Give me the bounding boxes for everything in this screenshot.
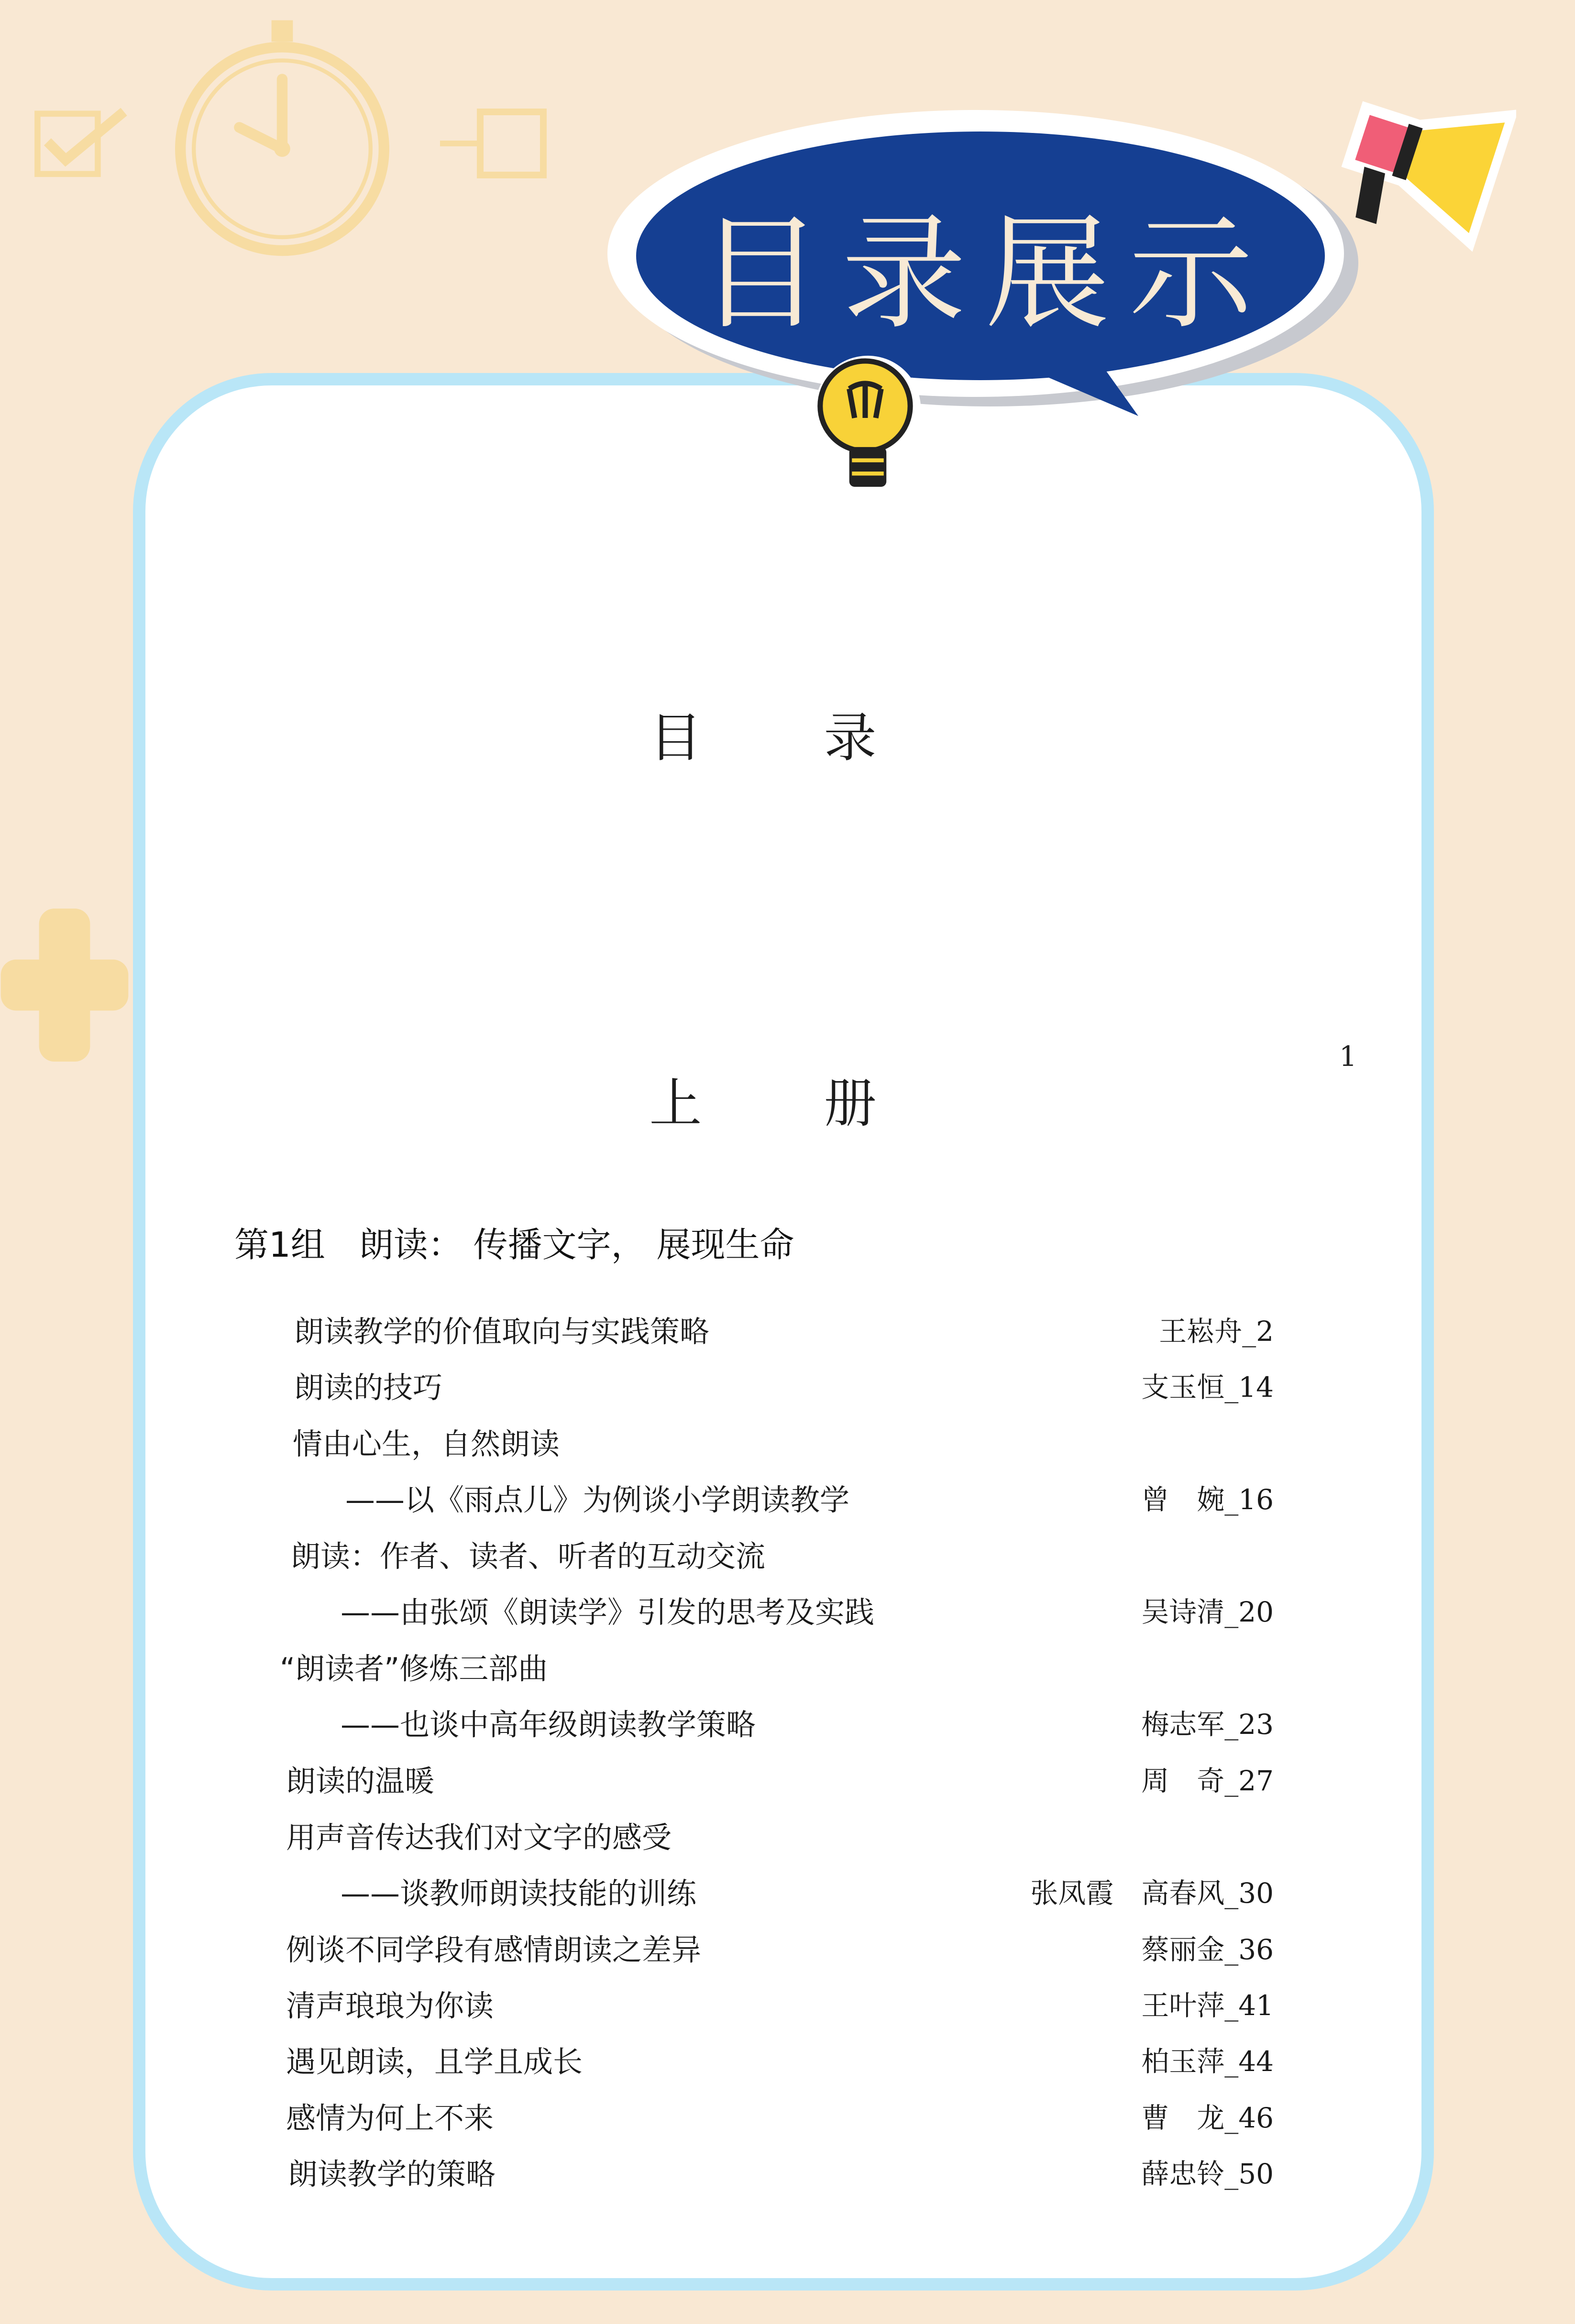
- toc-entry-title: 朗读教学的策略: [288, 2157, 496, 2192]
- toc-entry-title: 感情为何上不来: [286, 2101, 494, 2136]
- toc-entry-author: 梅志军_23: [1141, 1708, 1274, 1741]
- lightbulb-icon: [804, 349, 937, 521]
- toc-entry-title: 例谈不同学段有感情朗读之差异: [286, 1932, 702, 1967]
- toc-entry-subtitle: ——以《雨点儿》为例谈小学朗读教学: [345, 1482, 850, 1517]
- banner-title: 目录展示: [698, 201, 1272, 346]
- toc-entry-title: 清声琅琅为你读: [286, 1988, 494, 2023]
- page-number: 1: [1339, 1040, 1357, 1073]
- group-heading: [234, 1217, 817, 1267]
- toc-entry-title: 朗读的温暖: [286, 1764, 435, 1798]
- toc-entry-author: 曹 龙_46: [1141, 2102, 1274, 2134]
- toc-entry-author: 张凤霞 高春风_30: [1030, 1877, 1274, 1909]
- toc-entry-author: 王崧舟_2: [1159, 1315, 1274, 1348]
- toc-entry-author: 吴诗清_20: [1141, 1596, 1274, 1628]
- toc-entry-title: 用声音传达我们对文字的感受: [286, 1820, 672, 1855]
- toc-entry-subtitle: ——也谈中高年级朗读教学策略: [341, 1707, 756, 1742]
- toc-entry-author: 柏玉萍_44: [1141, 2045, 1274, 2078]
- toc-entry-author: 周 奇_27: [1141, 1765, 1274, 1797]
- toc-title: 目 录: [649, 707, 929, 768]
- group-number: 第1组: [234, 1225, 325, 1265]
- megaphone-icon: [1334, 77, 1516, 258]
- toc-entry-author: 薛忠铃_50: [1141, 2158, 1274, 2190]
- toc-entry-subtitle: ——由张颂《朗读学》引发的思考及实践: [341, 1595, 875, 1630]
- toc-entry-subtitle: ——谈教师朗读技能的训练: [341, 1876, 697, 1911]
- checkbox-icon: [33, 105, 134, 186]
- volume-title: 上 册: [649, 1073, 929, 1134]
- group-theme: 朗读： 传播文字， 展现生命: [359, 1225, 794, 1265]
- toc-entry-title: 朗读：作者、读者、听者的互动交流: [291, 1539, 766, 1574]
- toc-entry-title: “朗读者”修炼三部曲: [280, 1651, 548, 1686]
- toc-entry-title: 朗读的技巧: [294, 1370, 443, 1405]
- toc-entry-author: 支玉恒_14: [1141, 1371, 1274, 1403]
- toc-entry-author: 王叶萍_41: [1141, 1989, 1274, 2022]
- toc-entry-title: 朗读教学的价值取向与实践策略: [294, 1314, 710, 1349]
- toc-entry-title: 遇见朗读，且学且成长: [286, 2044, 583, 2079]
- toc-entry-author: 曾 婉_16: [1141, 1483, 1274, 1516]
- plus-icon: [0, 909, 129, 1062]
- checkbox-icon: [440, 100, 555, 186]
- toc-entry-author: 蔡丽金_36: [1141, 1933, 1274, 1966]
- toc-entry-title: 情由心生，自然朗读: [293, 1426, 560, 1461]
- clock-icon: [148, 10, 416, 277]
